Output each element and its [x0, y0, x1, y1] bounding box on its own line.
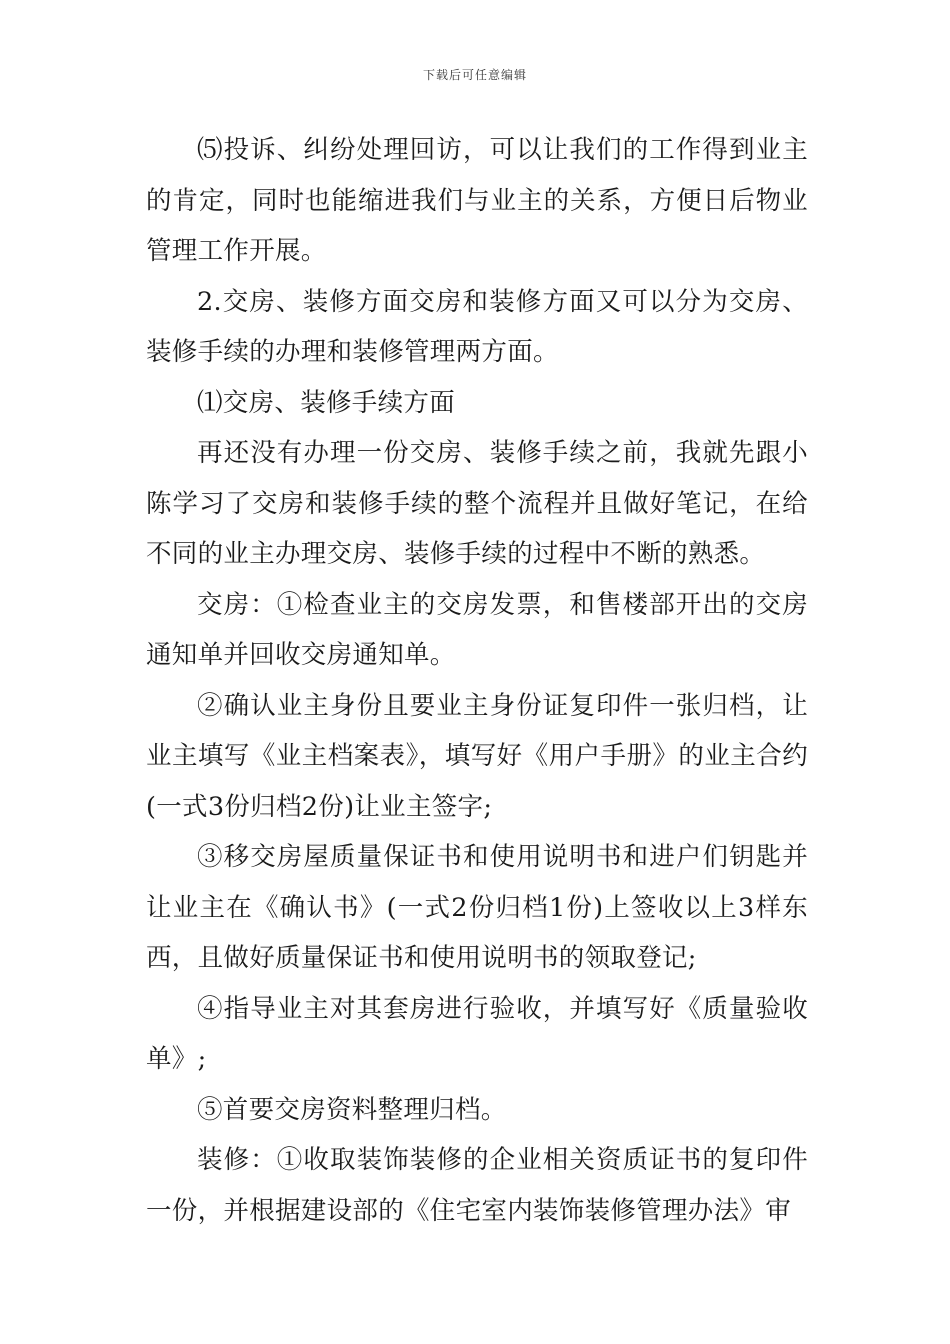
paragraph-handover-step-4: ④指导业主对其套房进行验收，并填写好《质量验收单》; — [146, 993, 808, 1074]
paragraph-handover-step-5: ⑤首要交房资料整理归档。 — [197, 1094, 507, 1125]
paragraph-handover-step-1: 交房：①检查业主的交房发票，和售楼部开出的交房通知单并回收交房通知单。 — [146, 589, 808, 670]
paragraph-handover-step-2: ②确认业主身份且要业主身份证复印件一张归档，让业主填写《业主档案表》，填写好《用户手册》的业主合约(一式3份归档2份)让业主签字; — [146, 690, 808, 822]
paragraph-handover-procedures-heading: ⑴交房、装修手续方面 — [197, 387, 456, 418]
paragraph-learning-process: 再还没有办理一份交房、装修手续之前，我就先跟小陈学习了交房和装修手续的整个流程并且做好笔记，在给不同的业主办理交房、装修手续的过程中不断的熟悉。 — [146, 438, 808, 569]
paragraph-handover-renovation-intro: 2.交房、装修方面交房和装修方面又可以分为交房、装修手续的办理和装修管理两方面。 — [146, 286, 808, 367]
paragraph-handover-step-3: ③移交房屋质量保证书和使用说明书和进户们钥匙并让业主在《确认书》(一式2份归档1份)上签收以上3样东西，且做好质量保证书和使用说明书的领取登记; — [146, 842, 808, 973]
paragraph-complaint-followup: ⑸投诉、纠纷处理回访，可以让我们的工作得到业主的肯定，同时也能缩进我们与业主的关系，方便日后物业管理工作开展。 — [146, 135, 808, 266]
document-body — [146, 125, 808, 1236]
paragraph-renovation-step-1: 装修：①收取装饰装修的企业相关资质证书的复印件一份，并根据建设部的《住宅室内装饰装修管理办法》审 — [146, 1145, 808, 1226]
page-header: 下载后可任意编辑 — [422, 68, 527, 82]
